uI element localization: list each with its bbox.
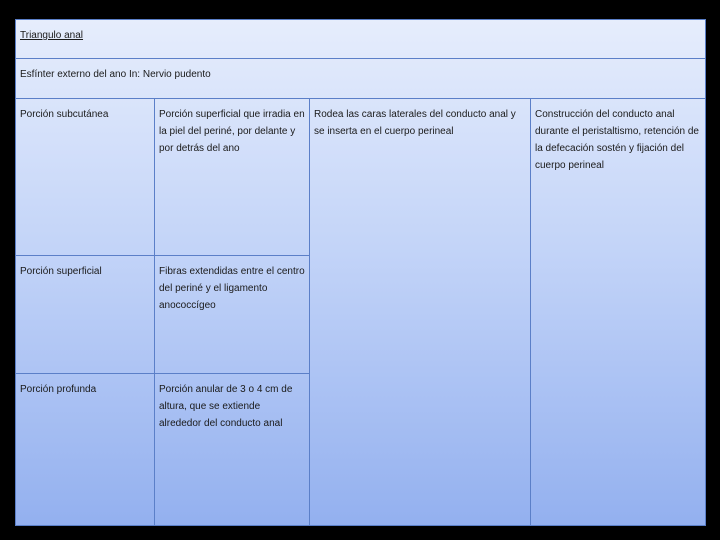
portion-name-profunda: Porción profunda	[16, 374, 155, 526]
table-title: Triangulo anal	[20, 30, 84, 41]
title-cell	[16, 20, 706, 59]
subtitle-cell	[16, 59, 706, 98]
portion-description-subcutanea: Porción superficial que irradia en la piel del periné, por delante y por detrás del ano	[155, 98, 310, 255]
relation-cell: Rodea las caras laterales del conducto anal y se inserta en el cuerpo perineal	[310, 98, 531, 525]
portion-name-subcutanea: Porción subcutánea	[16, 98, 155, 255]
portion-name-superficial: Porción superficial	[16, 255, 155, 373]
portion-description-profunda: Porción anular de 3 o 4 cm de altura, que se extiende alrededor del conducto anal	[155, 374, 310, 526]
table-subtitle: Esfínter externo del ano In: Nervio pudento	[20, 69, 211, 81]
portion-description-superficial: Fibras extendidas entre el centro del periné y el ligamento anococcígeo	[155, 255, 310, 373]
anal-triangle-table	[15, 19, 706, 526]
table-row	[16, 98, 706, 255]
function-cell: Construcción del conducto anal durante el peristaltismo, retención de la defecación sostén y fijación del cuerpo perineal	[531, 98, 706, 525]
